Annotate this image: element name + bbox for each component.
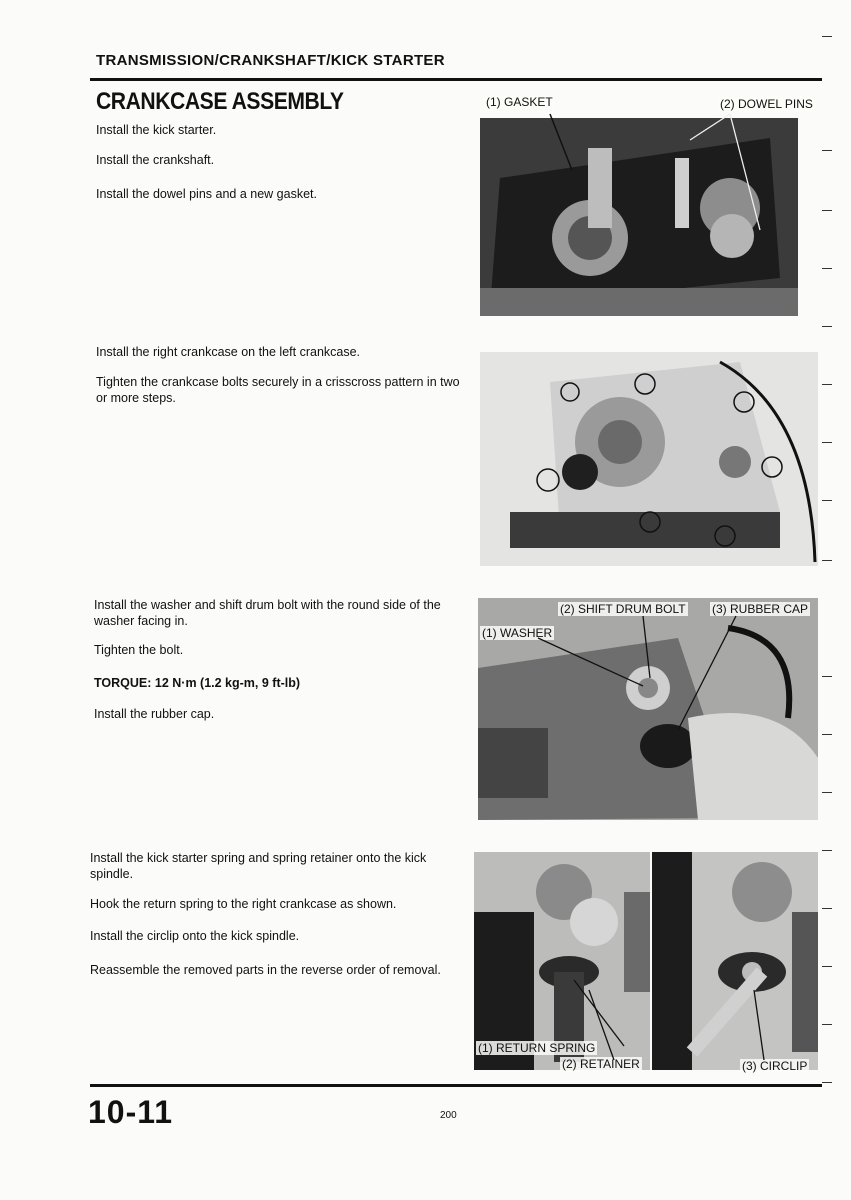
photo-right-crankcase	[480, 352, 818, 566]
page-number: 10-11	[88, 1094, 174, 1130]
margin-tick	[822, 36, 832, 37]
margin-tick	[822, 908, 832, 909]
callout-shift-drum-bolt: (2) SHIFT DRUM BOLT	[560, 602, 686, 616]
margin-tick	[822, 1024, 832, 1025]
torque-spec: TORQUE: 12 N·m (1.2 kg-m, 9 ft-lb)	[94, 676, 301, 690]
margin-tick	[822, 734, 832, 735]
margin-tick	[822, 560, 832, 561]
step3-line1: Install the washer and shift drum bolt with the round side of the washer facing in.	[94, 598, 441, 628]
page-title: CRANKCASE ASSEMBLY	[96, 88, 344, 115]
callout-return-spring: (1) RETURN SPRING	[478, 1041, 596, 1055]
step2-line1: Install the right crankcase on the left crankcase.	[96, 345, 361, 359]
step4-line1: Install the kick starter spring and spring retainer onto the kick spindle.	[90, 851, 427, 881]
margin-tick	[822, 326, 832, 327]
margin-tick	[822, 150, 832, 151]
step4-line2: Hook the return spring to the right crankcase as shown.	[90, 897, 397, 911]
step1-line1: Install the kick starter.	[96, 123, 217, 137]
margin-tick	[822, 442, 832, 443]
margin-tick	[822, 1082, 832, 1083]
callout-dowel-pins: (2) DOWEL PINS	[720, 97, 813, 111]
step1-line2: Install the crankshaft.	[96, 153, 215, 167]
header-rule	[90, 78, 822, 81]
step3-line4: Install the rubber cap.	[94, 707, 215, 721]
margin-tick	[822, 384, 832, 385]
leader-lines-step1	[480, 100, 825, 260]
callout-circlip: (3) CIRCLIP	[742, 1059, 808, 1073]
step4-line4: Reassemble the removed parts in the reverse order of removal.	[90, 963, 441, 977]
callout-washer: (1) WASHER	[482, 626, 553, 640]
callout-rubber-cap: (3) RUBBER CAP	[712, 602, 809, 616]
step3-line2: Tighten the bolt.	[94, 643, 184, 657]
step4-line3: Install the circlip onto the kick spindle.	[90, 929, 300, 943]
callout-gasket: (1) GASKET	[486, 95, 553, 109]
margin-tick	[822, 966, 832, 967]
leader-lines-step3	[478, 598, 818, 758]
margin-tick	[822, 850, 832, 851]
section-header: TRANSMISSION/CRANKSHAFT/KICK STARTER	[96, 52, 445, 69]
footer-rule	[90, 1084, 822, 1087]
margin-tick	[822, 500, 832, 501]
margin-tick	[822, 210, 832, 211]
margin-tick	[822, 676, 832, 677]
callout-retainer: (2) RETAINER	[562, 1057, 640, 1071]
folio-number: 200	[440, 1110, 457, 1121]
step1-line3: Install the dowel pins and a new gasket.	[96, 187, 317, 201]
step2-line2: Tighten the crankcase bolts securely in a crisscross pattern in two or more steps.	[96, 375, 460, 405]
margin-tick	[822, 268, 832, 269]
margin-tick	[822, 792, 832, 793]
leader-lines-step4	[474, 960, 824, 1070]
